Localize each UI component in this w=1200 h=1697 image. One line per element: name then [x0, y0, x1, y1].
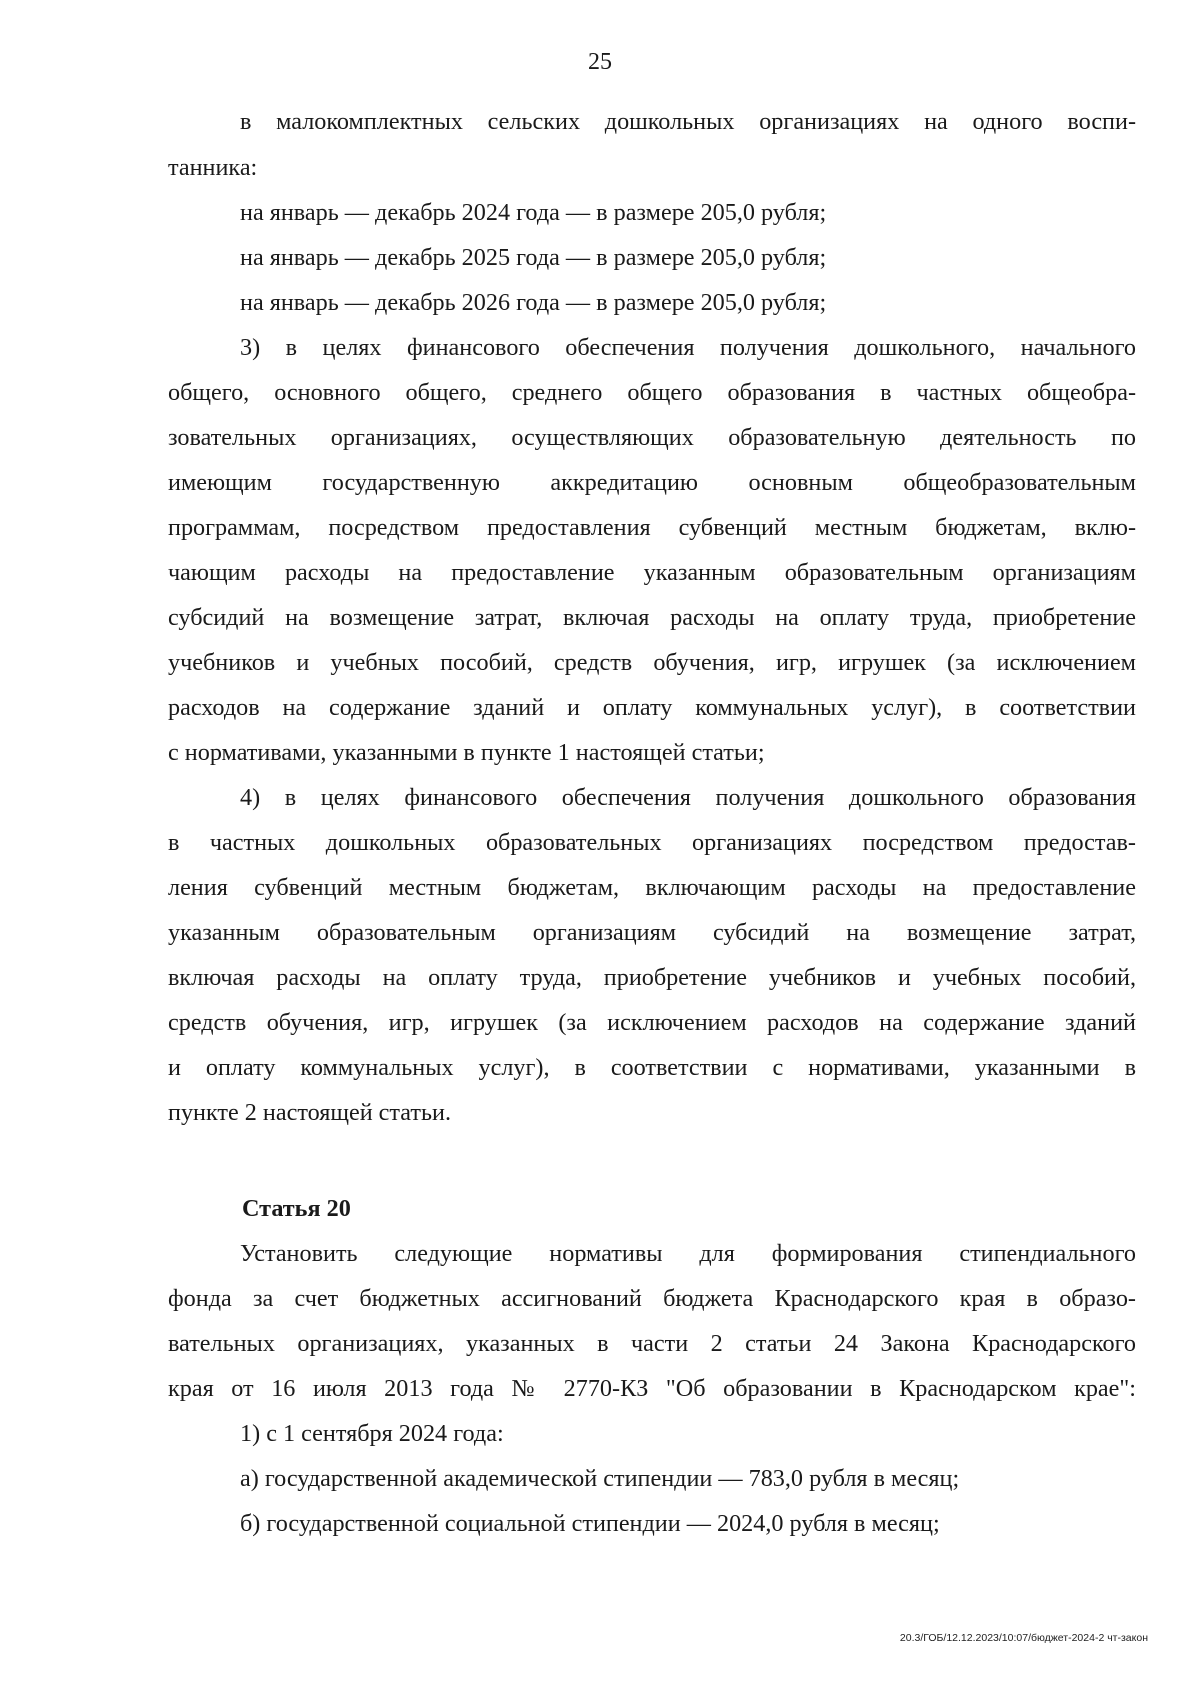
text-line: программам, посредством предоставления субвенций местным бюджетам, вклю-	[168, 514, 1136, 541]
text-line: на январь — декабрь 2024 года — в размере 205,0 рубля;	[240, 199, 827, 226]
text-line: указанным образовательным организациям субсидий на возмещение затрат,	[168, 919, 1136, 946]
text-line: 4) в целях финансового обеспечения получения дошкольного образования	[240, 784, 1136, 811]
text-line: чающим расходы на предоставление указанным образовательным организациям	[168, 559, 1136, 586]
article-heading: Статья 20	[242, 1195, 351, 1222]
text-line: пункте 2 настоящей статьи.	[168, 1099, 451, 1126]
text-line: зовательных организациях, осуществляющих образовательную деятельность по	[168, 424, 1136, 451]
text-line: имеющим государственную аккредитацию основным общеобразовательным	[168, 469, 1136, 496]
text-line: фонда за счет бюджетных ассигнований бюджета Краснодарского края в образо-	[168, 1285, 1136, 1312]
page-number: 25	[588, 49, 612, 75]
text-line: учебников и учебных пособий, средств обучения, игр, игрушек (за исключением	[168, 649, 1136, 676]
text-line: расходов на содержание зданий и оплату коммунальных услуг), в соответствии	[168, 694, 1136, 721]
text-line: включая расходы на оплату труда, приобретение учебников и учебных пособий,	[168, 964, 1136, 991]
text-line: вательных организациях, указанных в части 2 статьи 24 Закона Краснодарского	[168, 1330, 1136, 1357]
text-line: 3) в целях финансового обеспечения получения дошкольного, начального	[240, 334, 1136, 361]
text-line: и оплату коммунальных услуг), в соответствии с нормативами, указанными в	[168, 1054, 1136, 1081]
text-line: общего, основного общего, среднего общего образования в частных общеобра-	[168, 379, 1136, 406]
text-line: с нормативами, указанными в пункте 1 настоящей статьи;	[168, 739, 765, 766]
text-line: ления субвенций местным бюджетам, включающим расходы на предоставление	[168, 874, 1136, 901]
text-line: края от 16 июля 2013 года № 2770-КЗ "Об образовании в Краснодарском крае":	[168, 1375, 1136, 1402]
text-line: 1) с 1 сентября 2024 года:	[240, 1420, 504, 1447]
text-line: а) государственной академической стипендии — 783,0 рубля в месяц;	[240, 1465, 960, 1492]
text-line: на январь — декабрь 2026 года — в размере 205,0 рубля;	[240, 289, 827, 316]
text-line: Установить следующие нормативы для формирования стипендиального	[240, 1240, 1136, 1267]
footer-document-code: 20.3/ГОБ/12.12.2023/10:07/бюджет-2024-2 чт-закон	[899, 1632, 1148, 1644]
text-line: средств обучения, игр, игрушек (за исключением расходов на содержание зданий	[168, 1009, 1136, 1036]
text-line: в малокомплектных сельских дошкольных организациях на одного воспи-	[240, 108, 1136, 135]
text-line: танника:	[168, 154, 258, 181]
text-line: б) государственной социальной стипендии — 2024,0 рубля в месяц;	[240, 1510, 940, 1537]
text-line: субсидий на возмещение затрат, включая расходы на оплату труда, приобретение	[168, 604, 1136, 631]
text-line: на январь — декабрь 2025 года — в размере 205,0 рубля;	[240, 244, 827, 271]
text-line: в частных дошкольных образовательных организациях посредством предостав-	[168, 829, 1136, 856]
